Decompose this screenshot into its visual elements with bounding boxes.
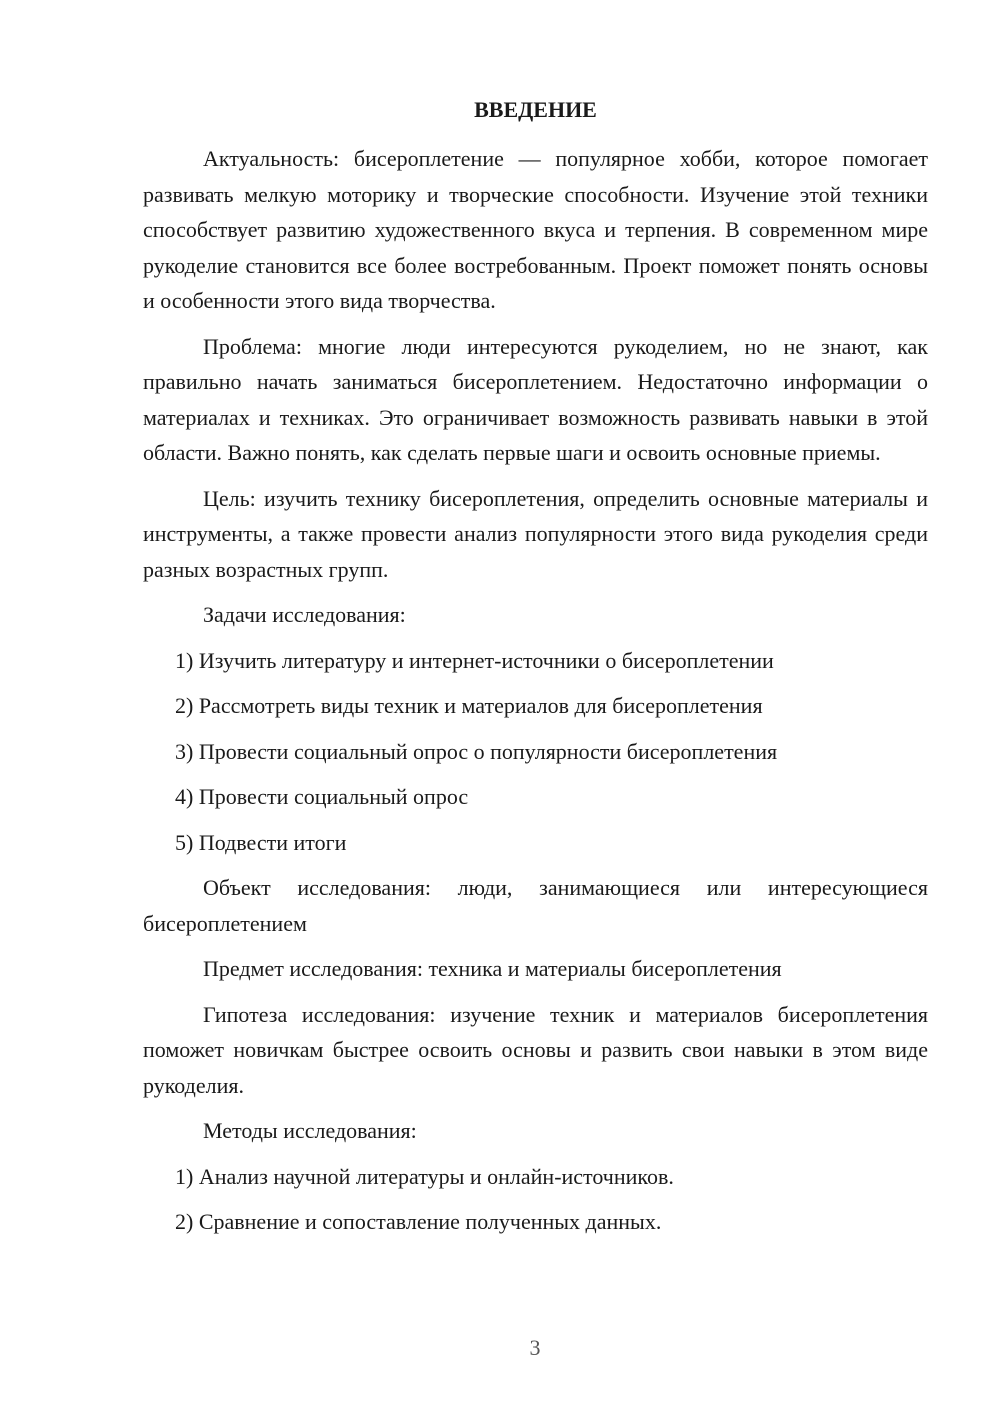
- methods-heading: Методы исследования:: [203, 1118, 417, 1143]
- goal-paragraph: Цель: изучить технику бисероплетения, определить основные материалы и инструменты, а также провести анализ популярности этого вида рукоделия среди разных возрастных групп.: [143, 485, 928, 582]
- subject-paragraph: Предмет исследования: техника и материалы бисероплетения: [203, 956, 782, 981]
- object-paragraph: Объект исследования: люди, занимающиеся или интересующиеся бисероплетением: [143, 875, 928, 936]
- document-body: [143, 92, 928, 1250]
- task-item: 5) Подвести итоги: [175, 829, 347, 855]
- problem-paragraph: Проблема: многие люди интересуются рукоделием, но не знают, как правильно начать заниматься бисероплетением. Недостаточно информации о материалах и техниках. Это ограничивает возможность развивать навыки в этой области. Важно понять, как сделать первые шаги и освоить основные приемы.: [143, 333, 928, 465]
- hypothesis-paragraph: Гипотеза исследования: изучение техник и материалов бисероплетения поможет новичкам быстрее освоить основы и развить свои навыки в этом виде рукоделия.: [143, 1001, 928, 1098]
- tasks-heading: Задачи исследования:: [203, 602, 406, 627]
- relevance-paragraph: Актуальность: бисероплетение — популярное хобби, которое помогает развивать мелкую моторику и творческие способности. Изучение этой техники способствует развитию художественного вкуса и терпения. В современном мире рукоделие становится все более востребованным. Проект поможет понять основы и особенности этого вида творчества.: [143, 146, 928, 313]
- method-item: 1) Анализ научной литературы и онлайн-источников.: [175, 1163, 674, 1189]
- task-item: 1) Изучить литературу и интернет-источники о бисероплетении: [175, 647, 774, 673]
- task-item: 3) Провести социальный опрос о популярности бисероплетения: [175, 738, 778, 764]
- section-title: ВВЕДЕНИЕ: [474, 97, 597, 122]
- task-item: 2) Рассмотреть виды техник и материалов для бисероплетения: [175, 693, 763, 718]
- task-item: 4) Провести социальный опрос: [175, 784, 469, 809]
- page-number: 3: [529, 1335, 541, 1360]
- method-item: 2) Сравнение и сопоставление полученных данных.: [175, 1209, 662, 1234]
